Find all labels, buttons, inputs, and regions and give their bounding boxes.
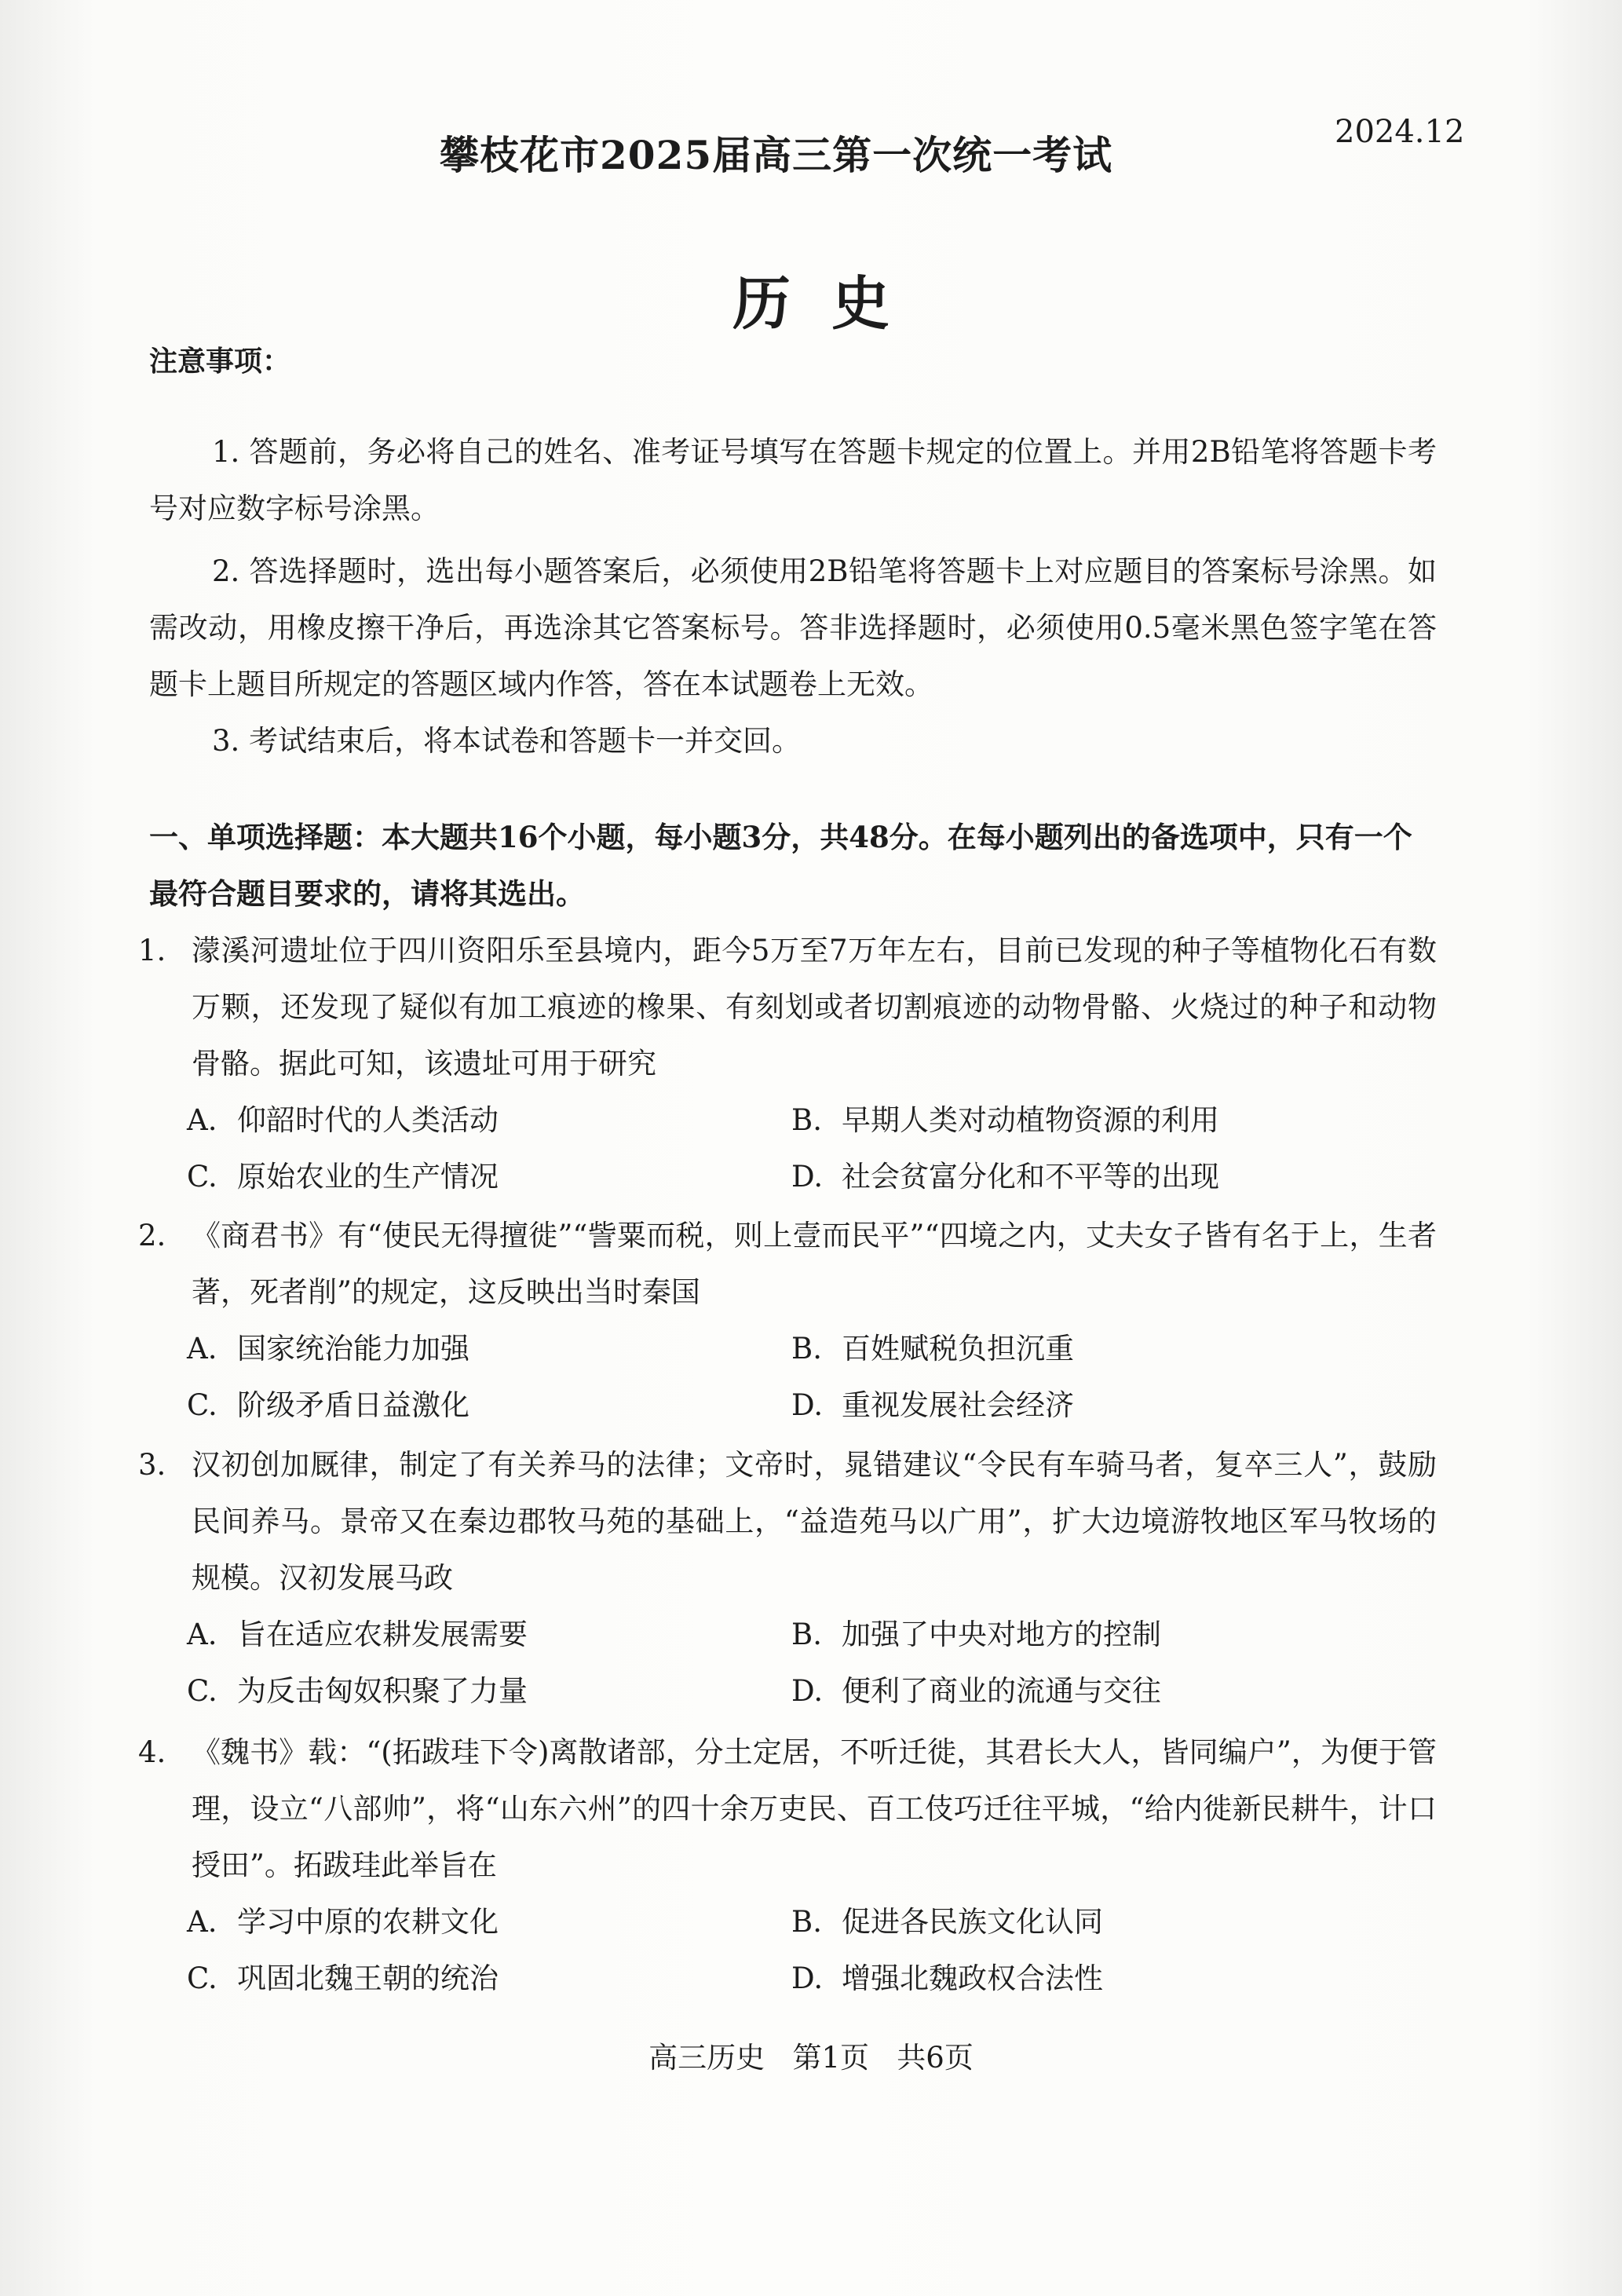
option-text: 重视发展社会经济	[842, 1388, 1074, 1422]
notice-heading: 注意事项：	[149, 345, 291, 378]
question-number: 1.	[138, 934, 166, 967]
option-d	[791, 1377, 1396, 1434]
option-text: 百姓赋税负担沉重	[842, 1332, 1074, 1366]
option-text: 早期人类对动植物资源的利用	[842, 1103, 1219, 1137]
option-c	[130, 1377, 791, 1434]
option-row	[130, 1951, 1437, 2007]
option-c	[130, 1149, 791, 1205]
option-a	[130, 1092, 791, 1149]
question-number: 4.	[138, 1735, 166, 1769]
option-a	[130, 1321, 791, 1377]
question-text: 《魏书》载：“(拓跋珪下令)离散诸部，分土定居，不听迁徙，其君长大人，皆同编户”，为便于管理，设立“八部帅”，将“山东六州”的四十余万吏民、百工伎巧迁往平城，“给内徙新民耕牛，计口授田”。拓跋珪此举旨在	[192, 1735, 1437, 1882]
option-a	[130, 1894, 791, 1951]
option-b	[791, 1321, 1396, 1377]
option-letter: B.	[791, 1905, 822, 1939]
section-heading: 一、单项选择题：本大题共16个小题，每小题3分，共48分。在每小题列出的备选项中，只有一个最符合题目要求的，请将其选出。	[149, 820, 1412, 911]
question-text: 汉初创加厩律，制定了有关养马的法律；文帝时，晁错建议“令民有车骑马者，复卒三人”，鼓励民间养马。景帝又在秦边郡牧马苑的基础上，“益造苑马以广用”，扩大边境游牧地区军马牧场的规模。汉初发展马政	[192, 1448, 1437, 1595]
option-c	[130, 1663, 791, 1720]
option-letter: B.	[791, 1618, 822, 1651]
notice-item-2: 2. 答选择题时，选出每小题答案后，必须使用2B铅笔将答题卡上对应题目的答案标号涂黑。如需改动，用橡皮擦干净后，再选涂其它答案标号。答非选择题时，必须使用0.5毫米黑色签字笔在答题卡上题目所规定的答题区域内作答，答在本试题卷上无效。	[149, 554, 1437, 701]
option-text: 增强北魏政权合法性	[842, 1961, 1103, 1995]
option-letter: A.	[187, 1618, 217, 1651]
option-row	[130, 1321, 1437, 1377]
option-text: 加强了中央对地方的控制	[842, 1618, 1161, 1651]
option-text: 社会贫富分化和不平等的出现	[842, 1160, 1219, 1194]
option-text: 原始农业的生产情况	[237, 1160, 499, 1194]
question-2	[130, 1208, 1437, 1434]
option-letter: A.	[187, 1103, 217, 1137]
option-letter: D.	[791, 1674, 824, 1708]
question-stem	[130, 1208, 1437, 1321]
exam-title: 攀枝花市2025届高三第一次统一考试	[440, 132, 1113, 178]
option-letter: B.	[791, 1103, 822, 1137]
option-letter: A.	[187, 1332, 217, 1366]
option-text: 便利了商业的流通与交往	[842, 1674, 1161, 1708]
option-text: 阶级矛盾日益激化	[237, 1388, 469, 1422]
question-number: 3.	[138, 1448, 166, 1482]
notice-item-3: 3. 考试结束后，将本试卷和答题卡一并交回。	[212, 724, 802, 758]
option-text: 旨在适应农耕发展需要	[237, 1618, 528, 1651]
option-d	[791, 1951, 1396, 2007]
option-letter: C.	[187, 1388, 217, 1422]
option-row	[130, 1377, 1437, 1434]
option-row	[130, 1092, 1437, 1149]
option-row	[130, 1663, 1437, 1720]
option-d	[791, 1663, 1396, 1720]
option-text: 学习中原的农耕文化	[237, 1905, 499, 1939]
question-stem	[130, 1724, 1437, 1894]
option-letter: D.	[791, 1388, 824, 1422]
option-letter: D.	[791, 1160, 824, 1194]
option-text: 为反击匈奴积聚了力量	[237, 1674, 528, 1708]
subject-title: 历史	[732, 270, 930, 338]
question-stem	[130, 1437, 1437, 1607]
option-a	[130, 1607, 791, 1663]
option-b	[791, 1894, 1396, 1951]
question-stem	[130, 923, 1437, 1092]
question-4	[130, 1724, 1437, 2007]
question-3	[130, 1437, 1437, 1720]
page-footer: 高三历史 第1页 共6页	[648, 2041, 974, 2075]
question-text: 濛溪河遗址位于四川资阳乐至县境内，距今5万至7万年左右，目前已发现的种子等植物化石有数万颗，还发现了疑似有加工痕迹的橡果、有刻划或者切割痕迹的动物骨骼、火烧过的种子和动物骨骼。据此可知，该遗址可用于研究	[192, 934, 1437, 1080]
option-row	[130, 1149, 1437, 1205]
option-text: 仰韶时代的人类活动	[237, 1103, 499, 1137]
option-letter: C.	[187, 1160, 217, 1194]
option-letter: C.	[187, 1961, 217, 1995]
question-1	[130, 923, 1437, 1205]
option-letter: A.	[187, 1905, 217, 1939]
option-row	[130, 1894, 1437, 1951]
question-number: 2.	[138, 1219, 166, 1252]
option-c	[130, 1951, 791, 2007]
option-d	[791, 1149, 1396, 1205]
option-text: 巩固北魏王朝的统治	[237, 1961, 499, 1995]
option-text: 国家统治能力加强	[237, 1332, 469, 1366]
option-letter: D.	[791, 1961, 824, 1995]
option-text: 促进各民族文化认同	[842, 1905, 1103, 1939]
question-text: 《商君书》有“使民无得擅徙”“訾粟而税，则上壹而民平”“四境之内，丈夫女子皆有名于上，生者著，死者削”的规定，这反映出当时秦国	[192, 1219, 1437, 1309]
exam-date: 2024.12	[1335, 114, 1465, 150]
option-b	[791, 1607, 1396, 1663]
option-letter: B.	[791, 1332, 822, 1366]
option-row	[130, 1607, 1437, 1663]
notice-item-1: 1. 答题前，务必将自己的姓名、准考证号填写在答题卡规定的位置上。并用2B铅笔将答题卡考号对应数字标号涂黑。	[149, 435, 1437, 525]
option-b	[791, 1092, 1396, 1149]
option-letter: C.	[187, 1674, 217, 1708]
